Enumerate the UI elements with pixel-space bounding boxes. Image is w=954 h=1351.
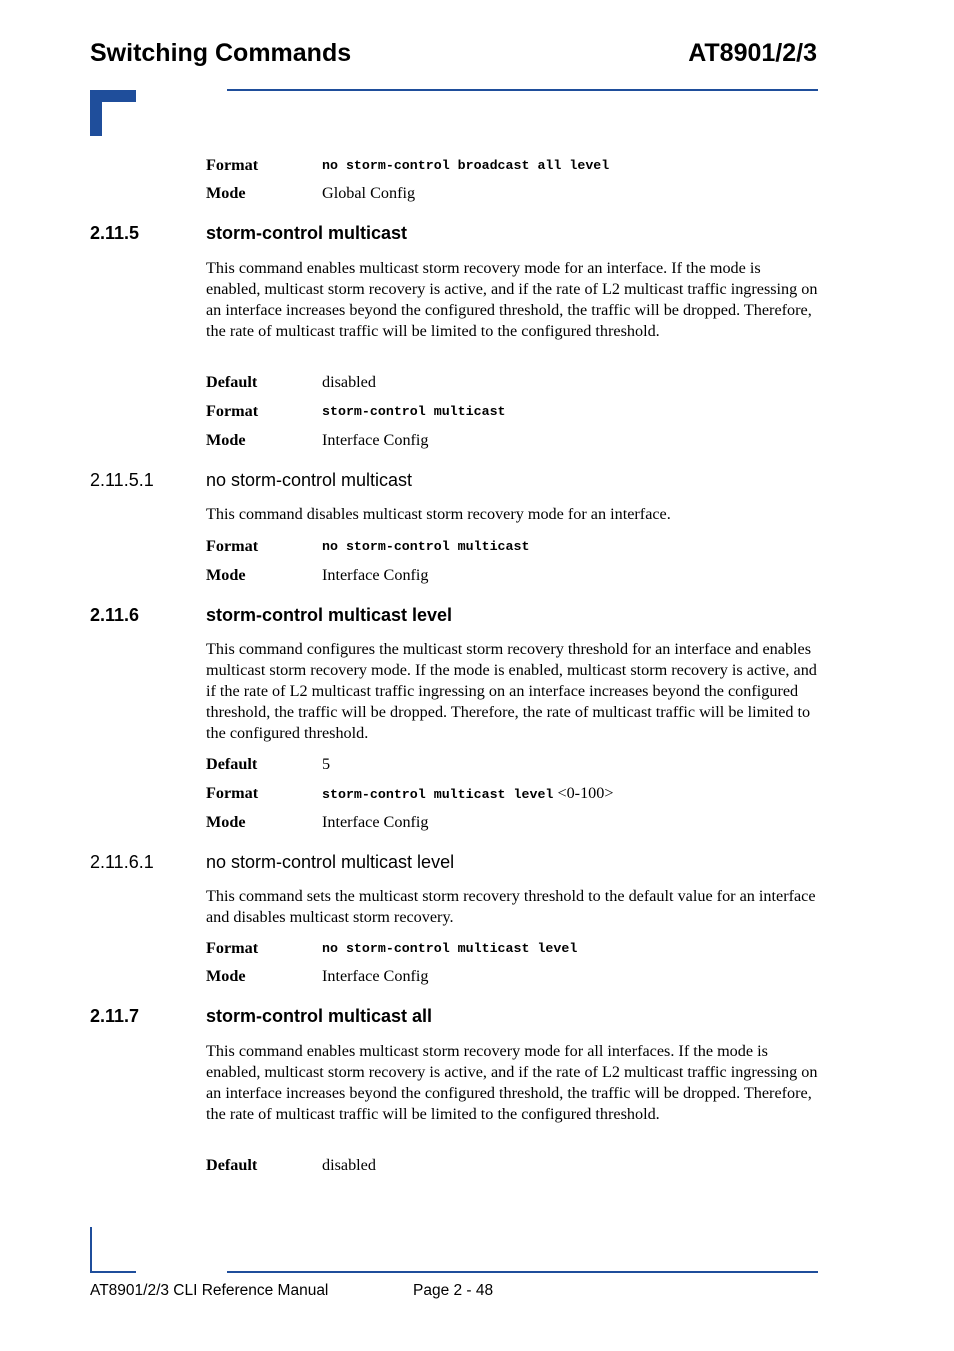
footer-page-number: Page 2 - 48 [413,1282,494,1299]
section-body: This command enables multicast storm recovery mode for all interfaces. If the mode is enabled, multicast storm recovery is active, and if the rate of L2 multicast traffic ingressing on an interface increases beyond the configured threshold, the traffic will be dropped. Therefore, the rate of multicast traffic will be limited to the configured threshold. [206,1042,818,1123]
header-rule [227,89,818,91]
default-value: disabled [322,373,376,391]
mode-value: Interface Config [322,566,429,584]
mode-value: Interface Config [322,967,429,985]
default-label: Default [206,1156,258,1174]
subsection-number: 2.11.6.1 [90,852,154,872]
subsection-title: no storm-control multicast level [206,852,455,872]
default-value: 5 [322,755,331,773]
section-number: 2.11.5 [90,223,140,243]
format-line [322,783,613,805]
format-command: storm-control multicast [322,404,506,419]
mode-label: Mode [206,566,246,584]
footer-manual-title: AT8901/2/3 CLI Reference Manual [90,1282,329,1299]
section-number: 2.11.7 [90,1006,140,1026]
subsection-number: 2.11.5.1 [90,470,154,490]
format-label: Format [206,537,259,555]
format-label: Format [206,402,259,420]
section-title: storm-control multicast [206,223,408,243]
footer-rule [227,1271,818,1273]
format-argument: <0-100> [557,784,614,802]
format-label: Format [206,784,259,802]
format-command: no storm-control broadcast all level [322,158,610,173]
format-label: Format [206,939,259,957]
section-body: This command sets the multicast storm recovery threshold to the default value for an interface and disables multicast storm recovery. [206,887,816,926]
format-command: no storm-control multicast [322,539,530,554]
header-doc-id: AT8901/2/3 [688,39,817,67]
mode-label: Mode [206,431,246,449]
corner-mark-bottom [90,1227,136,1273]
mode-label: Mode [206,967,246,985]
format-command: no storm-control multicast level [322,941,578,956]
default-label: Default [206,755,258,773]
header-title: Switching Commands [90,39,352,67]
format-label: Format [206,156,259,174]
default-value: disabled [322,1156,376,1174]
section-body: This command configures the multicast storm recovery threshold for an interface and enables multicast storm recovery mode. If the mode is enabled, multicast storm recovery is active, and if the rate of L2 multicast traffic ingressing on an interface increases beyond the configured threshold, the traffic will be dropped. Therefore, the rate of multicast traffic will be limited to the configured threshold. [206,640,817,742]
subsection-title: no storm-control multicast [206,470,413,490]
section-title: storm-control multicast all [206,1006,433,1026]
section-body: This command disables multicast storm recovery mode for an interface. [206,505,671,523]
format-command: storm-control multicast level [322,787,554,802]
section-body: This command enables multicast storm recovery mode for an interface. If the mode is enabled, multicast storm recovery is active, and if the rate of L2 multicast traffic ingressing on an interface increases beyond the configured threshold, the traffic will be dropped. Therefore, the rate of multicast traffic will be limited to the configured threshold. [206,259,818,340]
mode-label: Mode [206,184,246,202]
corner-mark-top [90,90,136,136]
section-title: storm-control multicast level [206,605,453,625]
mode-value: Interface Config [322,431,429,449]
section-number: 2.11.6 [90,605,140,625]
mode-label: Mode [206,813,246,831]
mode-value: Global Config [322,184,416,202]
default-label: Default [206,373,258,391]
mode-value: Interface Config [322,813,429,831]
